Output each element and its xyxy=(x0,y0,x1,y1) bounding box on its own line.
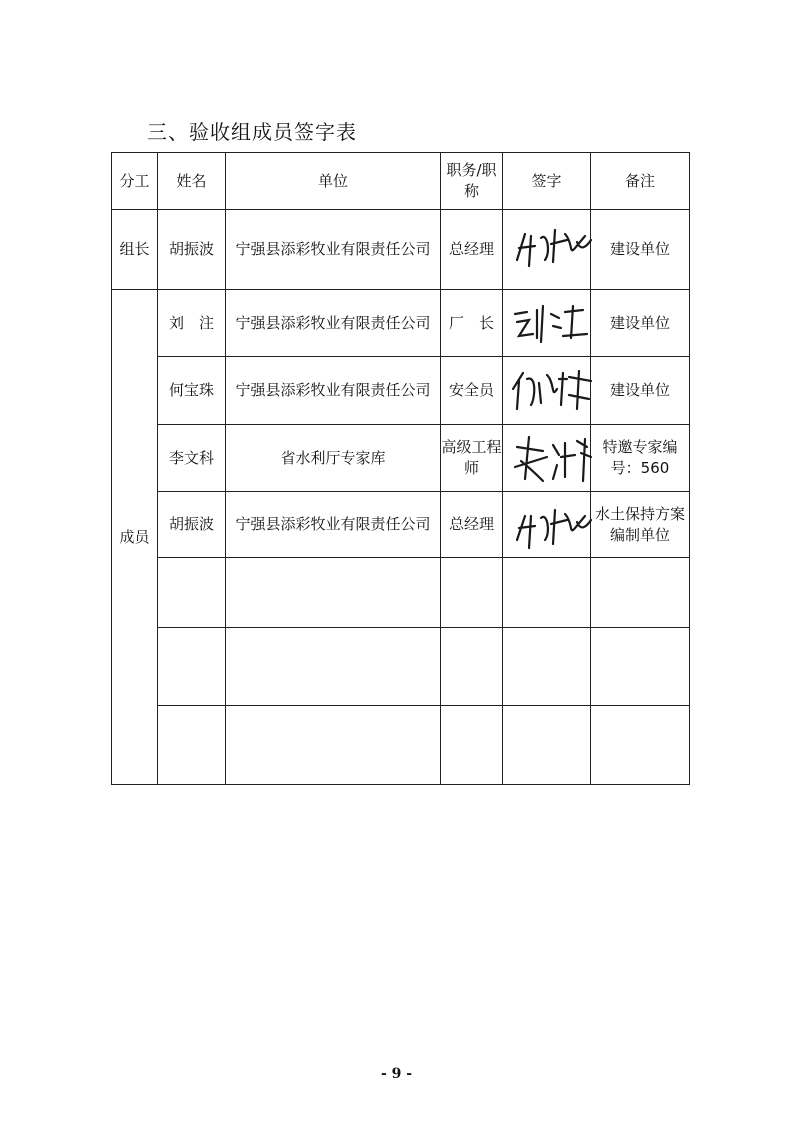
header-row xyxy=(112,153,690,210)
table-row xyxy=(112,425,690,492)
empty-row xyxy=(112,558,690,628)
remark-cell: 建设单位 xyxy=(591,290,690,357)
remark-cell: 水土保持方案编制单位 xyxy=(591,492,690,558)
position-cell: 厂 长 xyxy=(441,290,503,357)
handwritten-signature xyxy=(507,427,595,487)
empty-row xyxy=(112,628,690,706)
name-cell: 胡振波 xyxy=(158,210,226,290)
position-cell: 总经理 xyxy=(441,210,503,290)
name-cell: 刘 注 xyxy=(158,290,226,357)
header-remark: 备注 xyxy=(591,153,690,210)
position-cell: 安全员 xyxy=(441,357,503,425)
table-row-leader xyxy=(112,210,690,290)
signature-table xyxy=(111,152,690,785)
signature-cell xyxy=(503,425,591,492)
empty-row xyxy=(112,706,690,785)
header-role: 分工 xyxy=(112,153,158,210)
header-unit: 单位 xyxy=(226,153,441,210)
remark-cell: 特邀专家编号：560 xyxy=(591,425,690,492)
table-row xyxy=(112,290,690,357)
handwritten-signature xyxy=(507,212,595,272)
unit-cell: 宁强县添彩牧业有限责任公司 xyxy=(226,357,441,425)
name-cell: 何宝珠 xyxy=(158,357,226,425)
header-name: 姓名 xyxy=(158,153,226,210)
unit-cell: 宁强县添彩牧业有限责任公司 xyxy=(226,290,441,357)
remark-cell: 建设单位 xyxy=(591,357,690,425)
signature-cell xyxy=(503,492,591,558)
handwritten-signature xyxy=(507,292,595,352)
handwritten-signature xyxy=(507,494,595,554)
table-row xyxy=(112,357,690,425)
table-row xyxy=(112,492,690,558)
header-position: 职务/职称 xyxy=(441,153,503,210)
unit-cell: 宁强县添彩牧业有限责任公司 xyxy=(226,492,441,558)
unit-cell: 省水利厅专家库 xyxy=(226,425,441,492)
role-cell-members: 成员 xyxy=(112,290,158,785)
signature-cell xyxy=(503,210,591,290)
role-cell-leader: 组长 xyxy=(112,210,158,290)
remark-cell: 建设单位 xyxy=(591,210,690,290)
signature-cell xyxy=(503,290,591,357)
handwritten-signature xyxy=(507,359,595,419)
name-cell: 李文科 xyxy=(158,425,226,492)
position-cell: 高级工程师 xyxy=(441,425,503,492)
signature-cell xyxy=(503,357,591,425)
section-title: 三、验收组成员签字表 xyxy=(147,120,357,144)
unit-cell: 宁强县添彩牧业有限责任公司 xyxy=(226,210,441,290)
page-number: - 9 - xyxy=(380,1066,413,1082)
header-signature: 签字 xyxy=(503,153,591,210)
position-cell: 总经理 xyxy=(441,492,503,558)
name-cell: 胡振波 xyxy=(158,492,226,558)
